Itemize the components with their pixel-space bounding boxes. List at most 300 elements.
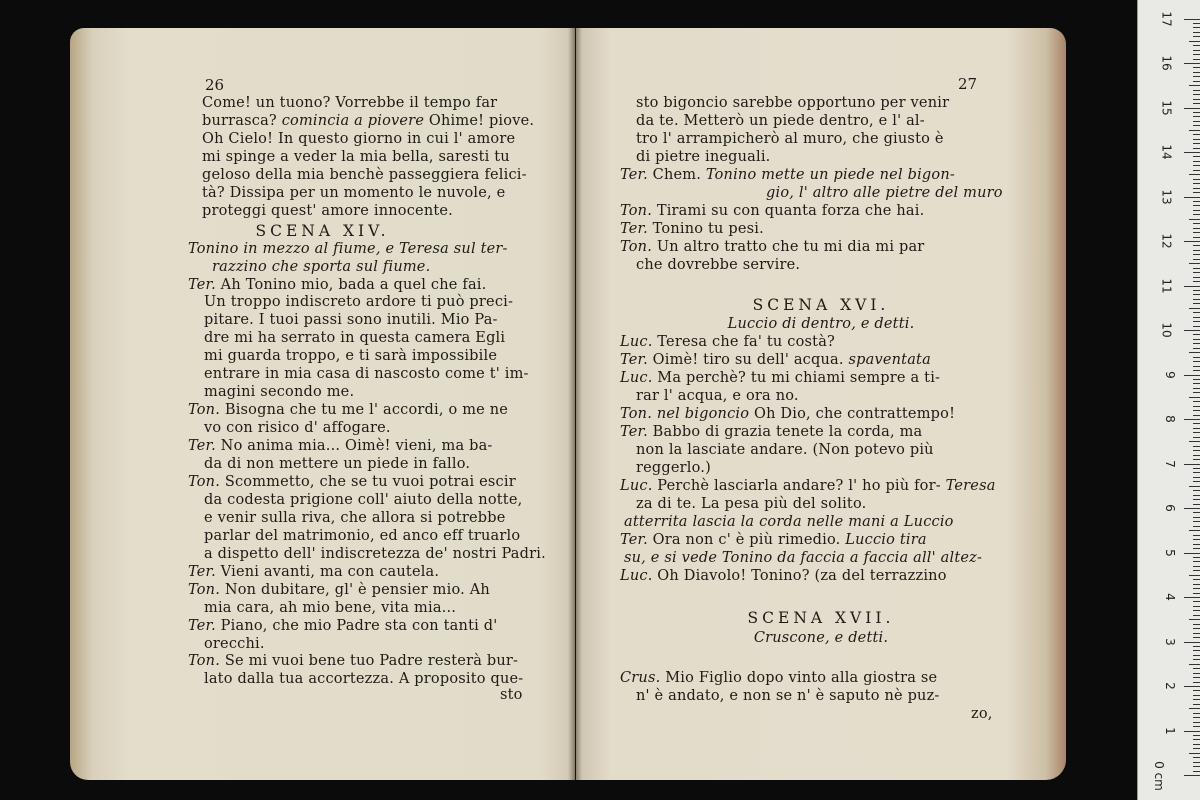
dialogue-line: magini secondo me. [204, 384, 355, 401]
ruler-tick [1193, 250, 1200, 251]
dialogue-line: entrare in mia casa di nascosto come t' im- [204, 366, 529, 383]
dialogue-line [620, 351, 931, 369]
speaker-name: Ter. [188, 617, 216, 634]
dialogue-line [188, 652, 518, 670]
ruler-tick [1193, 45, 1200, 46]
ruler-tick [1193, 254, 1200, 255]
stage-direction: su, e si vede Tonino da faccia a faccia all' altez- [624, 549, 983, 566]
dialogue-line [620, 405, 955, 423]
ruler-tick [1193, 757, 1200, 758]
ruler-tick [1184, 63, 1200, 64]
ruler-tick [1193, 143, 1200, 144]
ruler-tick [1193, 201, 1200, 202]
ruler-tick [1184, 108, 1200, 109]
speaker-name: Ter. [188, 438, 216, 455]
dialogue-line: da di non mettere un piede in fallo. [204, 456, 471, 472]
ruler-number: 9 [1163, 370, 1178, 379]
speech-text: Mio Figlio dopo vinto alla giostra se [660, 669, 938, 686]
ruler-tick [1193, 717, 1200, 718]
ruler-tick [1189, 85, 1200, 86]
dialogue-line: za di te. La pesa più del solito. [636, 495, 867, 512]
book-gutter [568, 28, 582, 780]
ruler-tick [1193, 277, 1200, 278]
ruler-tick [1193, 748, 1200, 749]
dialogue-line [620, 531, 927, 549]
ruler-tick [1193, 713, 1200, 714]
ruler-tick [1193, 366, 1200, 367]
ruler-tick [1193, 521, 1200, 522]
ruler-tick [1193, 139, 1200, 140]
speech-text: Oimè! tiro su dell' acqua. [647, 352, 844, 369]
ruler-tick [1189, 41, 1200, 42]
ruler-tick [1184, 19, 1200, 20]
dialogue-line [620, 669, 937, 687]
ruler-tick [1189, 308, 1200, 309]
ruler-tick [1189, 263, 1200, 264]
dialogue-line [620, 333, 835, 351]
ruler-tick [1193, 601, 1200, 602]
ruler-tick [1189, 130, 1200, 131]
ruler-tick [1193, 579, 1200, 580]
ruler-tick [1193, 192, 1200, 193]
dialogue-line [188, 563, 439, 581]
dialogue-line: parlar del matrimonio, ed anco eff truarlo [204, 527, 521, 544]
text-span: Oh Cielo! In questo giorno in cui l' amore [202, 130, 516, 147]
dialogue-line [188, 473, 516, 491]
ruler-tick [1193, 348, 1200, 349]
ruler-tick [1193, 557, 1200, 558]
ruler-number: 14 [1159, 144, 1174, 160]
ruler-tick [1189, 753, 1200, 754]
ruler-tick [1189, 219, 1200, 220]
ruler-tick [1193, 156, 1200, 157]
ruler-tick [1184, 597, 1200, 598]
stage-direction: comincia a piovere [281, 112, 425, 129]
ruler-number: 11 [1159, 277, 1174, 294]
speaker-name: Ter. [620, 531, 648, 548]
speaker-name: Ton. [620, 238, 653, 255]
ruler-tick [1193, 303, 1200, 304]
ruler-tick [1193, 259, 1200, 260]
scena-direction: Luccio di dentro, e detti. [727, 316, 915, 333]
ruler-tick [1193, 272, 1200, 273]
ruler-tick [1184, 419, 1200, 420]
ruler-tick [1193, 148, 1200, 149]
ruler-tick [1193, 94, 1200, 95]
ruler-tick [1193, 67, 1200, 68]
ruler-tick [1189, 708, 1200, 709]
dialogue-line: lato dalla tua accortezza. A proposito que- [204, 671, 524, 688]
ruler-tick [1189, 174, 1200, 175]
ruler-tick [1193, 401, 1200, 402]
ruler-tick [1193, 668, 1200, 669]
ruler-tick [1193, 290, 1200, 291]
speech-text: Piano, che mio Padre sta con tanti d' [215, 617, 498, 634]
ruler-tick [1193, 637, 1200, 638]
ruler-number: 4 [1163, 593, 1178, 601]
ruler-tick [1193, 361, 1200, 362]
text-span: geloso della mia benchè passeggiera felici- [202, 166, 527, 183]
speech-text: Scommetto, che se tu vuoi potrai escir [220, 473, 516, 490]
ruler-tick [1193, 317, 1200, 318]
ruler-tick [1193, 437, 1200, 438]
speaker-name: Luc. [620, 478, 653, 494]
speech-text: Oh Diavolo! Tonino? [652, 567, 810, 584]
ruler-tick [1193, 428, 1200, 429]
ruler-number: 16 [1159, 55, 1174, 71]
stage-direction: (za del terrazzino [809, 567, 947, 584]
ruler-tick [1193, 628, 1200, 629]
dialogue-line: a dispetto dell' indiscretezza de' nostri Padri. [204, 545, 546, 562]
scena-title: SCENA XVII. [747, 608, 895, 627]
ruler-tick [1193, 633, 1200, 634]
speaker-name: Crus. [620, 669, 661, 686]
dialogue-line [188, 276, 486, 294]
ruler-tick [1189, 441, 1200, 442]
text-line [202, 94, 497, 112]
ruler-tick [1189, 486, 1200, 487]
dialogue-line: Un troppo indiscreto ardore ti può preci- [204, 294, 514, 311]
speaker-name: Ton. [188, 581, 221, 598]
catchword: sto [500, 687, 523, 704]
dialogue-line [620, 567, 947, 585]
dialogue-line [188, 617, 497, 635]
ruler-tick [1189, 397, 1200, 398]
page-number: 27 [958, 75, 978, 93]
speaker-name: Ter. [620, 220, 648, 237]
ruler-tick [1193, 383, 1200, 384]
dialogue-line: da codesta prigione coll' aiuto della notte, [204, 491, 523, 508]
ruler-tick [1184, 553, 1200, 554]
speech-text: Tonino tu pesi. [647, 220, 764, 237]
ruler-tick [1193, 535, 1200, 536]
text-span: mi spinge a veder la mia bella, saresti tu [202, 148, 510, 165]
stage-direction: Tonino mette un piede nel bigon- [701, 166, 955, 183]
ruler-tick [1193, 125, 1200, 126]
ruler-tick [1193, 624, 1200, 625]
ruler-tick [1193, 481, 1200, 482]
text-line [202, 130, 515, 148]
ruler-number: 15 [1159, 99, 1174, 116]
ruler-tick [1193, 299, 1200, 300]
ruler-tick [1189, 619, 1200, 620]
ruler-tick [1193, 588, 1200, 589]
ruler-tick [1193, 76, 1200, 77]
dialogue-line [620, 220, 764, 238]
ruler-tick [1193, 722, 1200, 723]
dialogue-line: mia cara, ah mio bene, vita mia... [204, 599, 457, 616]
scena-title: SCENA XIV. [255, 221, 390, 240]
ruler-tick [1193, 134, 1200, 135]
text-span: proteggi quest' amore innocente. [202, 202, 453, 219]
ruler-tick [1193, 584, 1200, 585]
ruler-tick [1193, 99, 1200, 100]
speaker-name: Ton. [188, 473, 221, 490]
ruler-tick [1193, 517, 1200, 518]
speech-text: Teresa che fa' tu costà? [652, 334, 836, 351]
ruler-tick [1193, 81, 1200, 82]
dialogue-line: mi guarda troppo, e ti sarà impossibile [204, 348, 498, 365]
ruler-tick [1184, 375, 1200, 376]
ruler-tick [1189, 664, 1200, 665]
ruler-tick [1193, 54, 1200, 55]
dialogue-line: orecchi. [204, 635, 265, 652]
right-page [576, 28, 1066, 780]
ruler-tick [1193, 593, 1200, 594]
ruler-tick [1193, 205, 1200, 206]
scena-title: SCENA XVI. [752, 295, 890, 314]
ruler-tick [1184, 642, 1200, 643]
ruler-tick [1193, 726, 1200, 727]
ruler-tick [1193, 23, 1200, 24]
ruler-tick [1193, 455, 1200, 456]
speaker-name: Luc. [620, 334, 653, 351]
text-line: da te. Metterò un piede dentro, e l' al- [636, 112, 925, 129]
text-line [202, 202, 453, 220]
dialogue-line [188, 581, 490, 599]
stage-direction: atterrita lascia la corda nelle mani a Luccio [624, 513, 954, 530]
dialogue-line: che dovrebbe servire. [636, 256, 801, 273]
ruler-tick [1193, 659, 1200, 660]
ruler-tick [1193, 50, 1200, 51]
text-line [202, 148, 510, 166]
speech-text: Bisogna che tu me l' accordi, o me ne [220, 402, 509, 419]
ruler-tick [1193, 326, 1200, 327]
dialogue-line [188, 401, 508, 419]
ruler-tick [1193, 116, 1200, 117]
ruler-tick [1184, 775, 1200, 776]
ruler-tick [1193, 735, 1200, 736]
ruler-number: 5 [1163, 548, 1178, 557]
measuring-ruler [1137, 0, 1200, 800]
ruler-tick [1184, 241, 1200, 242]
dialogue-line [620, 238, 924, 256]
ruler-tick [1193, 36, 1200, 37]
ruler-tick [1193, 179, 1200, 180]
ruler-tick [1193, 744, 1200, 745]
ruler-tick [1193, 370, 1200, 371]
ruler-tick [1193, 245, 1200, 246]
ruler-tick [1193, 388, 1200, 389]
ruler-tick [1184, 286, 1200, 287]
ruler-tick [1193, 188, 1200, 189]
speech-text: Babbo di grazia tenete la corda, ma [647, 424, 923, 441]
ruler-tick [1193, 548, 1200, 549]
ruler-tick [1193, 650, 1200, 651]
ruler-tick [1193, 682, 1200, 683]
ruler-number: 17 [1159, 10, 1174, 27]
stage-direction: gio, l' altro alle pietre del muro [766, 184, 1003, 201]
dialogue-line: non la lasciate andare. (Non potevo più [636, 442, 934, 459]
dialogue-line [620, 423, 922, 441]
ruler-tick [1193, 472, 1200, 473]
ruler-tick [1193, 699, 1200, 700]
stage-direction: Luccio tira [840, 531, 927, 548]
page-number: 26 [205, 76, 225, 94]
dialogue-line [188, 437, 493, 455]
ruler-tick [1193, 766, 1200, 767]
text-line [202, 184, 505, 202]
ruler-tick [1193, 406, 1200, 407]
dialogue-line: zo, [971, 705, 993, 722]
speech-text: Chem. [647, 166, 702, 183]
ruler-tick [1193, 343, 1200, 344]
ruler-tick [1193, 357, 1200, 358]
text-line: tro l' arrampicherò al muro, che giusto è [636, 130, 944, 147]
ruler-tick [1193, 526, 1200, 527]
ruler-number: 2 [1163, 682, 1178, 690]
ruler-tick [1193, 232, 1200, 233]
text-span: burrasca? [202, 112, 282, 129]
ruler-tick [1184, 686, 1200, 687]
dialogue-line [620, 369, 940, 387]
dialogue-line [620, 166, 955, 184]
ruler-tick [1193, 570, 1200, 571]
ruler-tick [1193, 281, 1200, 282]
ruler-tick [1193, 771, 1200, 772]
stage-direction: Teresa [940, 478, 996, 494]
ruler-tick [1193, 392, 1200, 393]
ruler-number: 6 [1163, 504, 1178, 512]
speaker-name: Ton. [620, 202, 653, 219]
ruler-tick [1193, 610, 1200, 611]
ruler-tick [1184, 464, 1200, 465]
ruler-tick [1193, 566, 1200, 567]
ruler-tick [1193, 646, 1200, 647]
speaker-name: Ter. [188, 276, 216, 293]
dialogue-line: pitare. I tuoi passi sono inutili. Mio Pa- [204, 312, 498, 329]
ruler-tick [1193, 410, 1200, 411]
dialogue-line: e venir sulla riva, che allora si potrebbe [204, 509, 506, 526]
ruler-tick [1193, 495, 1200, 496]
speech-text: Ora non c' è più rimedio. [647, 531, 841, 548]
speech-text: Ma perchè? tu mi chiami sempre a ti- [652, 370, 941, 387]
dialogue-line: dre mi ha serrato in questa camera Egli [204, 330, 506, 347]
text-span: tà? Dissipa per un momento le nuvole, e [202, 184, 506, 201]
speech-text: Perchè lasciarla andare? l' ho più for- [652, 478, 941, 494]
ruler-tick [1193, 27, 1200, 28]
ruler-tick [1193, 450, 1200, 451]
ruler-tick [1193, 561, 1200, 562]
ruler-tick [1184, 197, 1200, 198]
ruler-tick [1193, 223, 1200, 224]
speech-text: Vieni avanti, ma con cautela. [215, 563, 440, 580]
text-span: Come! un tuono? Vorrebbe il tempo far [202, 95, 498, 111]
speaker-name: Ton. [188, 653, 221, 670]
ruler-tick [1193, 490, 1200, 491]
speech-text: Se mi vuoi bene tuo Padre resterà bur- [220, 653, 519, 670]
ruler-tick [1193, 312, 1200, 313]
ruler-tick [1193, 214, 1200, 215]
speech-text: Oh Dio, che contrattempo! [749, 406, 956, 423]
speaker-name: Luc. [620, 370, 653, 387]
ruler-number: 10 [1159, 322, 1174, 338]
ruler-tick [1193, 673, 1200, 674]
ruler-tick [1193, 32, 1200, 33]
ruler-tick [1193, 423, 1200, 424]
ruler-tick [1193, 72, 1200, 73]
ruler-tick [1193, 112, 1200, 113]
ruler-tick [1193, 539, 1200, 540]
ruler-unit-label: 0 cm [1152, 761, 1167, 791]
speaker-name: Ton. nel bigoncio [620, 406, 750, 423]
ruler-tick [1193, 704, 1200, 705]
ruler-tick [1193, 695, 1200, 696]
speech-text: No anima mia... Oimè! vieni, ma ba- [215, 438, 493, 455]
ruler-tick [1193, 321, 1200, 322]
ruler-tick [1184, 152, 1200, 153]
text-line: di pietre ineguali. [636, 148, 771, 165]
ruler-tick [1193, 432, 1200, 433]
text-line [202, 166, 527, 184]
ruler-tick [1193, 59, 1200, 60]
ruler-tick [1193, 512, 1200, 513]
ruler-tick [1193, 294, 1200, 295]
text-line [202, 112, 534, 130]
ruler-tick [1184, 731, 1200, 732]
scena-direction: Tonino in mezzo al fiume, e Teresa sul ter- [188, 240, 508, 257]
ruler-number: 3 [1163, 637, 1178, 646]
ruler-tick [1193, 183, 1200, 184]
ruler-tick [1193, 334, 1200, 335]
ruler-tick [1193, 121, 1200, 122]
ruler-tick [1193, 739, 1200, 740]
ruler-number: 12 [1159, 233, 1174, 249]
ruler-tick [1193, 165, 1200, 166]
ruler-tick [1189, 530, 1200, 531]
ruler-tick [1193, 504, 1200, 505]
ruler-tick [1193, 615, 1200, 616]
open-book [70, 28, 1065, 780]
scena-direction: razzino che sporta sul fiume. [212, 258, 431, 275]
ruler-tick [1184, 508, 1200, 509]
ruler-tick [1193, 228, 1200, 229]
ruler-tick [1193, 677, 1200, 678]
ruler-tick [1193, 90, 1200, 91]
ruler-tick [1193, 606, 1200, 607]
speaker-name: Ter. [620, 424, 648, 441]
speaker-name: Ter. [620, 166, 648, 183]
text-span: Ohime! piove. [424, 112, 535, 129]
ruler-tick [1193, 499, 1200, 500]
ruler-number: 1 [1163, 726, 1178, 735]
ruler-tick [1193, 268, 1200, 269]
ruler-tick [1193, 210, 1200, 211]
scena-direction: Cruscone, e detti. [753, 629, 889, 646]
ruler-tick [1193, 446, 1200, 447]
speech-text: Tirami su con quanta forza che hai. [652, 202, 925, 219]
speaker-name: Ton. [188, 402, 221, 419]
ruler-tick [1193, 690, 1200, 691]
dialogue-line: n' è andato, e non se n' è saputo nè puz- [636, 687, 940, 704]
ruler-tick [1193, 161, 1200, 162]
ruler-tick [1193, 170, 1200, 171]
dialogue-line: rar l' acqua, e ora no. [636, 388, 799, 405]
speaker-name: Luc. [620, 567, 653, 584]
ruler-tick [1193, 468, 1200, 469]
ruler-tick [1189, 575, 1200, 576]
dialogue-line: reggerlo.) [636, 460, 711, 477]
ruler-number: 7 [1163, 459, 1178, 468]
speech-text: Non dubitare, gl' è pensier mio. Ah [220, 581, 490, 598]
ruler-tick [1193, 103, 1200, 104]
ruler-tick [1193, 379, 1200, 380]
dialogue-line: vo con risico d' affogare. [204, 420, 391, 437]
dialogue-line [620, 477, 996, 495]
speech-text: Un altro tratto che tu mi dia mi par [652, 238, 925, 255]
ruler-tick [1193, 237, 1200, 238]
speaker-name: Ter. [188, 563, 216, 580]
